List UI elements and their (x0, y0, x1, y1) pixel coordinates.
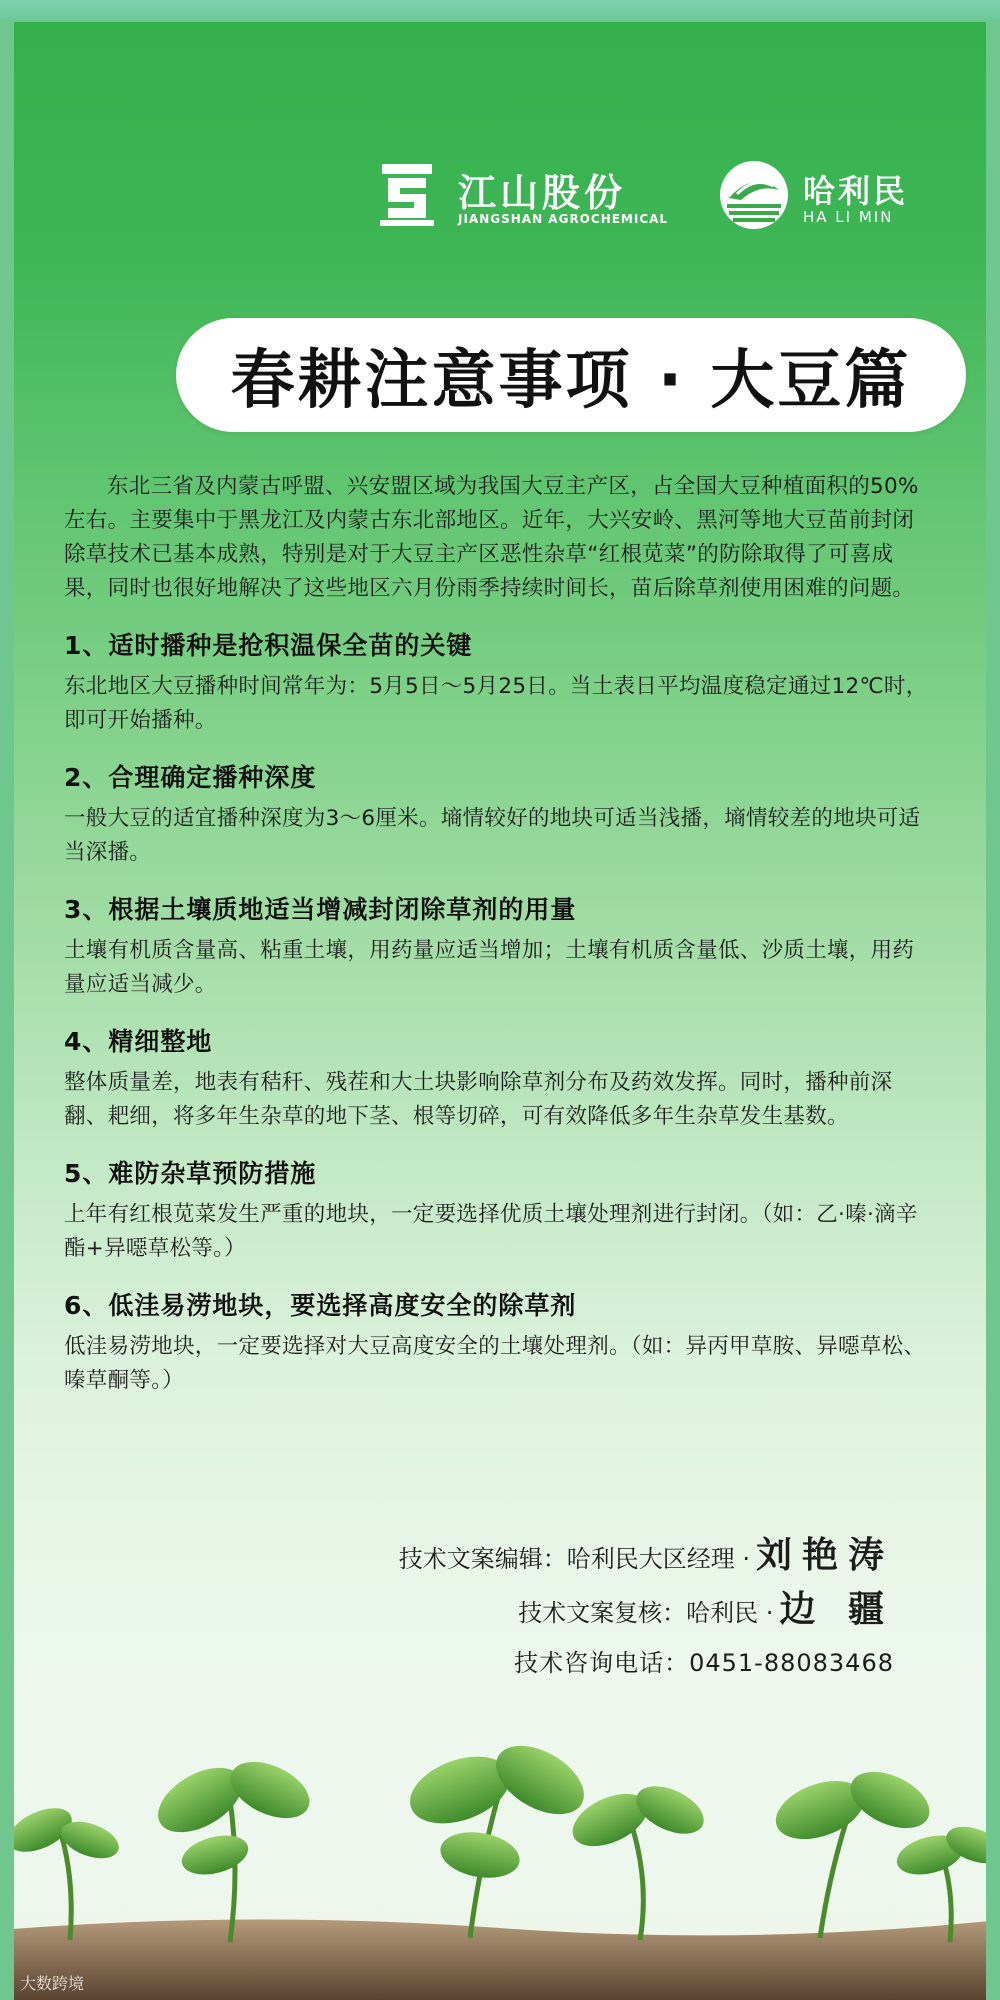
jiangshan-logo (378, 162, 678, 228)
editor-label: 技术文案编辑：哈利民大区经理 · (398, 1545, 750, 1573)
reviewer-signature: 边 疆 (779, 1588, 894, 1630)
section-heading: 3、根据土壤质地适当增减封闭除草剂的用量 (64, 895, 577, 924)
logo-bar (14, 144, 986, 244)
section-text: 低洼易涝地块，一定要选择对大豆高度安全的土壤处理剂。（如：异丙甲草胺、异噁草松、嗪草酮等。） (64, 1334, 926, 1393)
page-title: 春耕注意事项 · 大豆篇 (230, 344, 912, 418)
section-3 (64, 890, 934, 1002)
halimin-subtitle: HA LI MIN (803, 208, 894, 226)
soybean-seedlings-image (14, 1680, 986, 2000)
halimin-emblem-icon (719, 160, 789, 230)
section-5 (64, 1154, 934, 1266)
section-6 (64, 1286, 934, 1398)
section-text: 土壤有机质含量高、粘重土壤，用药量应适当增加；土壤有机质含量低、沙质土壤，用药量应适当减少。 (64, 938, 915, 997)
section-text: 整体质量差，地表有秸秆、残茬和大土块影响除草剂分布及药效发挥。同时，播种前深翻、耙细，将多年生杂草的地下茎、根等切碎，可有效降低多年生杂草发生基数。 (64, 1070, 893, 1129)
section-4 (64, 1022, 934, 1134)
reviewer-label: 技术文案复核：哈利民 · (518, 1599, 774, 1627)
jiangshan-subtitle: JIANGSHAN AGROCHEMICAL (458, 212, 669, 226)
editor-signature: 刘艳涛 (755, 1534, 894, 1576)
section-heading: 2、合理确定播种深度 (64, 763, 317, 792)
section-heading: 1、适时播种是抢积温保全苗的关键 (64, 631, 473, 660)
editor-credit (399, 1530, 894, 1584)
halimin-name: 哈利民 (803, 172, 909, 210)
intro-paragraph: 东北三省及内蒙古呼盟、兴安盟区域为我国大豆主产区，占全国大豆种植面积的50%左右。主要集中于黑龙江及内蒙古东北部地区。近年，大兴安岭、黑河等地大豆苗前封闭除草技术已基本成熟，特别是对于大豆主产区恶性杂草“红根苋菜”的防除取得了可喜成果，同时也很好地解决了这些地区六月份雨季持续时间长，苗后除草剂使用困难的问题。 (64, 474, 919, 601)
section-heading: 4、精细整地 (64, 1027, 213, 1056)
article-body (64, 470, 934, 1398)
reviewer-credit (399, 1584, 894, 1638)
section-text: 上年有红根苋菜发生严重的地块，一定要选择优质土壤处理剂进行封闭。（如：乙·嗪·滴辛酯+异噁草松等。） (64, 1202, 918, 1261)
section-1 (64, 626, 934, 738)
section-2 (64, 758, 934, 870)
section-heading: 6、低洼易涝地块，要选择高度安全的除草剂 (64, 1291, 577, 1320)
section-text: 一般大豆的适宜播种深度为3～6厘米。墒情较好的地块可适当浅播，墒情较差的地块可适当深播。 (64, 806, 921, 865)
halimin-logo (719, 160, 959, 230)
watermark: 大数跨境 (20, 1974, 85, 1993)
jiangshan-emblem-icon (378, 162, 436, 226)
jiangshan-name: 江山股份 (458, 170, 627, 215)
title-banner (176, 318, 966, 432)
section-heading: 5、难防杂草预防措施 (64, 1159, 317, 1188)
section-text: 东北地区大豆播种时间常年为：5月5日～5月25日。当土表日平均温度稳定通过12℃时，即可开始播种。 (64, 674, 928, 733)
poster (14, 22, 986, 2000)
consult-phone: 技术咨询电话：0451-88083468 (514, 1649, 894, 1677)
credits-block (399, 1530, 894, 1688)
